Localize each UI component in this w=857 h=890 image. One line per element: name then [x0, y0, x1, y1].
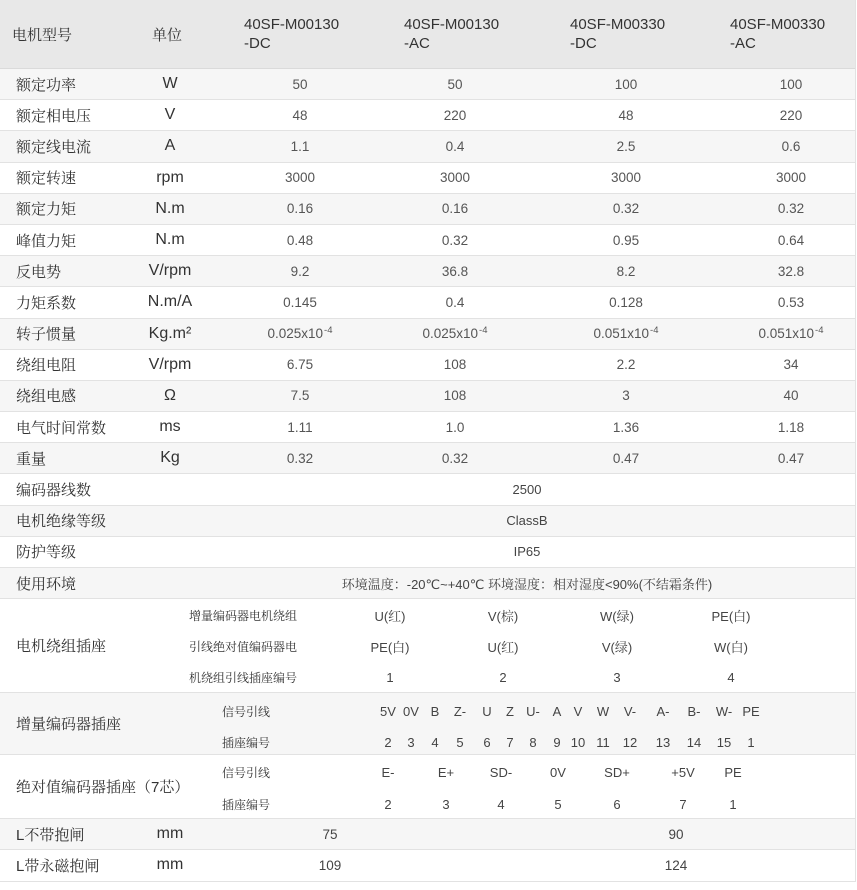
pin-subrow	[0, 789, 855, 820]
spec-span-value: 环境温度：-20℃~+40℃ 环境湿度：相对湿度<90%(不结霜条件)	[341, 576, 713, 592]
spec-label: L不带抱闸	[16, 826, 85, 844]
value-exponent: -4	[324, 324, 333, 336]
spec-row-peak-torque	[0, 225, 855, 256]
pin-number: 14	[686, 734, 702, 750]
signal-name: A-	[656, 703, 670, 719]
spec-value	[726, 319, 856, 349]
spec-value: 0.47	[777, 450, 805, 466]
spec-row-encoder-resolution	[0, 474, 855, 505]
model-column-header: 电机型号	[12, 26, 73, 44]
pin-number: 1	[747, 734, 755, 750]
spec-value: 108	[443, 357, 467, 373]
pin-number: 2	[384, 797, 392, 813]
signal-name: W	[596, 703, 610, 719]
scientific-value	[593, 326, 658, 341]
model-name-line1: 40SF-M00330	[730, 16, 826, 33]
winding-value: PE(白)	[370, 640, 410, 656]
spec-unit: N.m	[155, 199, 185, 217]
length-value: 75	[322, 826, 338, 842]
pin-subrow	[0, 727, 855, 758]
spec-value: 0.16	[286, 201, 314, 217]
spec-value	[390, 319, 520, 349]
spec-unit: V	[164, 106, 176, 124]
pin-number: 9	[553, 734, 561, 750]
spec-value	[235, 319, 365, 349]
signal-name: 0V	[403, 703, 419, 719]
spec-value: 108	[443, 388, 467, 404]
spec-label: 电机绕组插座	[16, 637, 107, 655]
spec-label: 重量	[16, 450, 47, 468]
spec-value: 0.128	[609, 294, 643, 310]
signal-name: A	[552, 703, 562, 719]
pin-number: 2	[384, 734, 392, 750]
spec-value: 0.64	[777, 232, 805, 248]
spec-label: 使用环境	[16, 575, 77, 593]
model-name-line2: -DC	[244, 35, 271, 52]
spec-value: 0.4	[445, 294, 465, 310]
spec-value: 0.145	[283, 294, 317, 310]
spec-label: 额定功率	[16, 76, 77, 94]
pin-number: 7	[679, 797, 687, 813]
spec-value: 40	[783, 388, 799, 404]
spec-row-rated-power	[0, 69, 855, 100]
spec-row-protection-class	[0, 537, 855, 568]
spec-value: 0.4	[445, 138, 465, 154]
pin-number: 6	[483, 734, 491, 750]
winding-subrow	[0, 600, 855, 630]
spec-value: 100	[614, 76, 638, 92]
spec-row-rated-line-current	[0, 131, 855, 162]
model-name-line2: -AC	[404, 35, 430, 52]
value-exponent: -4	[815, 324, 824, 336]
pin-number: 3	[407, 734, 415, 750]
spec-unit: V/rpm	[148, 262, 192, 280]
pin-number: 5	[554, 797, 562, 813]
spec-unit: Kg.m²	[148, 324, 192, 342]
spec-value: 220	[779, 107, 803, 123]
signal-name: V-	[623, 703, 637, 719]
signal-name: SD+	[604, 765, 630, 781]
signal-subrow	[0, 757, 855, 788]
spec-label: 转子惯量	[16, 326, 77, 344]
spec-unit: N.m/A	[147, 293, 193, 311]
subrow-label: 插座编号	[222, 798, 271, 813]
spec-row-length-without-brake	[0, 819, 855, 850]
model-name-line2: -AC	[730, 35, 756, 52]
subrow-label: 信号引线	[222, 704, 271, 719]
value-base: 0.051x10	[593, 326, 650, 342]
spec-value: 0.48	[286, 232, 314, 248]
subrow-label: 机绕组引线插座编号	[189, 671, 298, 686]
signal-name: U-	[526, 703, 540, 719]
spec-unit: Kg	[160, 449, 180, 467]
length-value: 90	[668, 826, 684, 842]
spec-row-insulation-class	[0, 506, 855, 537]
spec-label: 绝对值编码器插座（7芯）	[16, 779, 190, 797]
spec-row-winding-resistance	[0, 350, 855, 381]
pin-number: 3	[442, 797, 450, 813]
pin-number: 5	[456, 734, 464, 750]
winding-value: 4	[727, 670, 735, 686]
spec-unit: ms	[159, 418, 181, 436]
spec-row-back-emf	[0, 256, 855, 287]
pin-number: 8	[529, 734, 537, 750]
spec-row-rated-torque	[0, 194, 855, 225]
spec-unit: A	[164, 137, 176, 155]
spec-row-absolute-encoder-socket	[0, 755, 855, 819]
signal-name: U	[482, 703, 492, 719]
spec-value: 7.5	[290, 388, 310, 404]
model-header-2	[404, 0, 499, 68]
signal-name: V	[573, 703, 583, 719]
spec-value: 34	[783, 357, 799, 373]
model-name-line1: 40SF-M00130	[404, 16, 500, 33]
spec-value: 3000	[439, 170, 471, 186]
table-header	[0, 0, 855, 69]
value-base: 0.025x10	[267, 326, 324, 342]
pin-number: 12	[622, 734, 638, 750]
spec-value	[561, 319, 691, 349]
spec-value: 50	[292, 76, 308, 92]
pin-number: 10	[570, 734, 586, 750]
spec-label: 增量编码器插座	[16, 715, 122, 733]
spec-span-value: IP65	[513, 544, 541, 560]
scientific-value	[422, 326, 487, 341]
spec-value: 3000	[610, 170, 642, 186]
spec-value: 2.5	[616, 138, 636, 154]
signal-subrow	[0, 696, 855, 727]
signal-name: PE	[742, 703, 760, 719]
spec-value: 3000	[284, 170, 316, 186]
model-name-line1: 40SF-M00130	[244, 16, 340, 33]
pin-number: 11	[596, 734, 610, 750]
model-name-line1: 40SF-M00330	[570, 16, 666, 33]
spec-value: 32.8	[777, 263, 805, 279]
spec-span-value: ClassB	[506, 513, 548, 529]
spec-label: 峰值力矩	[16, 232, 77, 250]
spec-value: 3	[622, 388, 630, 404]
signal-name: B-	[687, 703, 701, 719]
spec-value: 48	[618, 107, 634, 123]
spec-row-motor-winding-socket	[0, 599, 855, 693]
signal-name: B	[430, 703, 440, 719]
spec-value: 3000	[775, 170, 807, 186]
winding-value: W(绿)	[600, 608, 634, 624]
spec-value: 1.11	[287, 419, 313, 435]
spec-unit: W	[162, 75, 178, 93]
signal-name: 5V	[380, 703, 396, 719]
spec-value: 48	[292, 107, 308, 123]
model-header-1	[244, 0, 339, 68]
pin-number: 4	[431, 734, 439, 750]
spec-value: 1.1	[290, 138, 310, 154]
pin-number: 6	[613, 797, 621, 813]
spec-label: 额定相电压	[16, 107, 92, 125]
length-value: 109	[318, 857, 342, 873]
pin-number: 15	[716, 734, 732, 750]
spec-value: 36.8	[441, 263, 469, 279]
spec-value: 0.47	[612, 450, 640, 466]
subrow-label: 插座编号	[222, 735, 271, 750]
signal-name: W-	[715, 703, 733, 719]
spec-label: L带永磁抱闸	[16, 857, 100, 875]
spec-value: 1.36	[612, 419, 640, 435]
pin-number: 13	[655, 734, 671, 750]
spec-value: 2.2	[616, 357, 636, 373]
signal-name: Z-	[453, 703, 467, 719]
winding-value: V(绿)	[601, 640, 633, 656]
spec-label: 绕组电感	[16, 388, 77, 406]
value-exponent: -4	[650, 324, 659, 336]
signal-name: PE	[724, 765, 742, 781]
spec-row-length-with-brake	[0, 850, 855, 881]
value-base: 0.051x10	[758, 326, 815, 342]
spec-label: 编码器线数	[16, 482, 92, 500]
winding-value: W(白)	[714, 640, 748, 656]
signal-name: E+	[437, 765, 455, 781]
unit-column-header: 单位	[152, 26, 183, 44]
winding-value: 3	[613, 670, 621, 686]
value-exponent: -4	[479, 324, 488, 336]
spec-value: 0.6	[781, 138, 801, 154]
spec-row-rated-speed	[0, 163, 855, 194]
spec-unit: mm	[156, 856, 184, 874]
spec-value: 100	[779, 76, 803, 92]
pin-number: 4	[497, 797, 505, 813]
winding-value: PE(白)	[711, 608, 751, 624]
winding-value: 1	[386, 670, 394, 686]
signal-name: 0V	[550, 765, 566, 781]
spec-unit: N.m	[155, 231, 185, 249]
spec-value: 9.2	[290, 263, 310, 279]
spec-value: 0.32	[286, 450, 314, 466]
spec-value: 0.32	[441, 232, 469, 248]
spec-span-value: 2500	[512, 482, 542, 498]
signal-name: Z	[506, 703, 514, 719]
pin-number: 1	[729, 797, 737, 813]
spec-unit: rpm	[156, 168, 184, 186]
winding-value: 2	[499, 670, 507, 686]
spec-value: 1.0	[445, 419, 465, 435]
pin-number: 7	[506, 734, 514, 750]
model-header-3	[570, 0, 665, 68]
subrow-label: 增量编码器电机绕组	[189, 608, 298, 623]
spec-row-operating-environment	[0, 568, 855, 599]
winding-subrow	[0, 663, 855, 693]
spec-value: 1.18	[777, 419, 805, 435]
winding-value: U(红)	[374, 608, 406, 624]
spec-label: 额定线电流	[16, 138, 92, 156]
spec-label: 力矩系数	[16, 294, 77, 312]
spec-unit: Ω	[164, 386, 176, 404]
spec-row-electrical-time-constant	[0, 412, 855, 443]
length-value: 124	[664, 857, 688, 873]
spec-row-rotor-inertia	[0, 319, 855, 350]
spec-row-weight	[0, 443, 855, 474]
spec-value: 6.75	[286, 357, 314, 373]
scientific-value	[267, 326, 332, 341]
spec-value: 0.32	[612, 201, 640, 217]
spec-unit: mm	[156, 825, 184, 843]
spec-value: 0.53	[777, 294, 805, 310]
subrow-label: 信号引线	[222, 766, 271, 781]
model-name-line2: -DC	[570, 35, 597, 52]
spec-value: 50	[447, 76, 463, 92]
spec-label: 防护等级	[16, 544, 77, 562]
spec-row-torque-constant	[0, 287, 855, 318]
spec-value: 220	[443, 107, 467, 123]
spec-label: 额定转速	[16, 170, 77, 188]
winding-value: U(红)	[487, 640, 519, 656]
spec-label: 反电势	[16, 263, 62, 281]
spec-row-incremental-encoder-socket	[0, 693, 855, 755]
signal-name: E-	[381, 765, 395, 781]
winding-subrow	[0, 632, 855, 662]
spec-row-winding-inductance	[0, 381, 855, 412]
value-base: 0.025x10	[422, 326, 479, 342]
spec-label: 额定力矩	[16, 201, 77, 219]
signal-name: SD-	[489, 765, 513, 781]
spec-value: 0.16	[441, 201, 469, 217]
subrow-label: 引线绝对值编码器电	[189, 640, 298, 655]
winding-value: V(棕)	[487, 608, 519, 624]
spec-label: 电机绝缘等级	[16, 513, 107, 531]
spec-value: 8.2	[616, 263, 636, 279]
signal-name: +5V	[671, 765, 695, 781]
spec-label: 电气时间常数	[16, 419, 107, 437]
model-header-4	[730, 0, 825, 68]
spec-unit: V/rpm	[148, 355, 192, 373]
spec-row-rated-phase-voltage	[0, 100, 855, 131]
spec-value: 0.95	[612, 232, 640, 248]
spec-value: 0.32	[777, 201, 805, 217]
spec-label: 绕组电阻	[16, 357, 77, 375]
scientific-value	[758, 326, 823, 341]
spec-value: 0.32	[441, 450, 469, 466]
